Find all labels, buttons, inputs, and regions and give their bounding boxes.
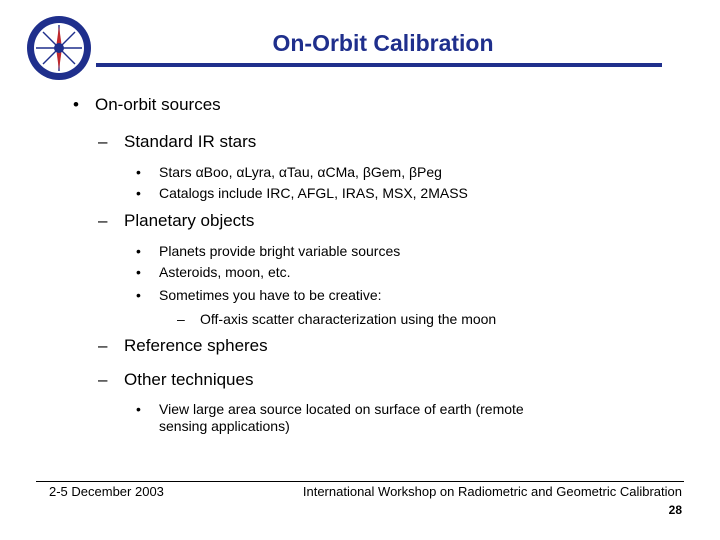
svg-text:S: S [35, 49, 40, 56]
footer-divider [36, 481, 684, 482]
item-large-area-source [136, 401, 524, 417]
bullet-marker: • [73, 95, 79, 114]
bullet-marker: • [136, 185, 141, 201]
item-text: Off-axis scatter characterization using the moon [200, 311, 497, 327]
item-off-axis [177, 311, 496, 327]
footer-event: International Workshop on Radiometric and Geometric Calibration [302, 484, 682, 499]
subbullet-text: Planetary objects [124, 211, 255, 230]
title-divider [96, 63, 662, 67]
item-text: Asteroids, moon, etc. [159, 264, 291, 280]
item-text: Sometimes you have to be creative: [159, 287, 382, 303]
subbullet-other-techniques [98, 370, 253, 390]
item-planets [136, 243, 400, 259]
dash-marker: – [98, 211, 108, 230]
subbullet-standard-ir-stars [98, 132, 256, 152]
bullet-marker: • [136, 401, 141, 417]
bullet-text: On-orbit sources [95, 95, 221, 114]
page-number: 28 [668, 503, 682, 517]
svg-text:U: U [77, 49, 83, 56]
subbullet-text: Standard IR stars [124, 132, 257, 151]
bullet-marker: • [136, 264, 141, 280]
dash-marker: – [177, 311, 185, 327]
dash-marker: – [98, 370, 108, 389]
bullet-marker: • [136, 243, 141, 259]
item-text: Catalogs include IRC, AFGL, IRAS, MSX, 2MASS [159, 185, 468, 201]
item-large-area-source-cont: sensing applications) [159, 418, 290, 434]
dash-marker: – [98, 336, 108, 355]
item-creative [136, 287, 382, 303]
bullet-marker: • [136, 287, 141, 303]
item-text: Planets provide bright variable sources [159, 243, 401, 259]
item-catalogs [136, 185, 468, 201]
footer-date: 2-5 December 2003 [49, 484, 164, 499]
slide-title: On-Orbit Calibration [272, 30, 494, 56]
sdl-usu-seal-icon [25, 14, 93, 82]
item-text: Stars αBoo, αLyra, αTau, αCMa, βGem, βPeg [159, 164, 442, 180]
item-stars [136, 164, 442, 180]
subbullet-reference-spheres [98, 336, 268, 356]
bullet-marker: • [136, 164, 141, 180]
subbullet-planetary-objects [98, 211, 254, 231]
subbullet-text: Reference spheres [124, 336, 268, 355]
bullet-on-orbit-sources [73, 95, 221, 115]
dash-marker: – [98, 132, 108, 151]
subbullet-text: Other techniques [124, 370, 254, 389]
item-asteroids [136, 264, 291, 280]
item-text: View large area source located on surface of earth (remote [159, 401, 524, 417]
